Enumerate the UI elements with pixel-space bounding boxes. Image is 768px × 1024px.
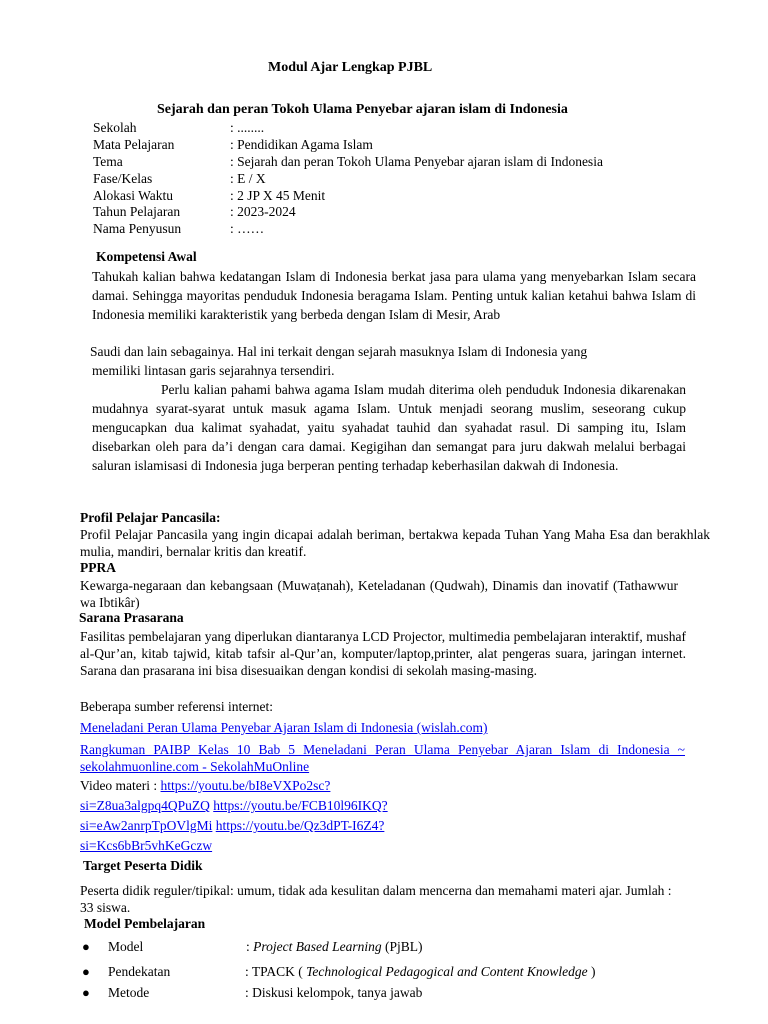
- sarana-heading: Sarana Prasarana: [79, 610, 184, 625]
- info-label: Tahun Pelajaran: [93, 204, 181, 219]
- reference-link-rangkuman[interactable]: Rangkuman PAIBP Kelas 10 Bab 5 Meneladani Peran Ulama Penyebar Ajaran Islam di Indonesia ~: [80, 742, 685, 757]
- info-value: : E / X: [230, 171, 266, 186]
- info-label: Alokasi Waktu: [93, 188, 174, 203]
- info-value: : Pendidikan Agama Islam: [230, 137, 373, 152]
- target-text: Peserta didik reguler/tipikal: umum, tidak ada kesulitan dalam mencerna dan memahami materi ajar. Jumlah : 33 siswa.: [80, 883, 672, 915]
- kompetensi-paragraph-2-line-2: memiliki lintasan garis sejarahnya tersendiri.: [92, 363, 335, 378]
- info-value: : 2 JP X 45 Menit: [230, 188, 326, 203]
- info-label: Fase/Kelas: [93, 171, 153, 186]
- video-link-1-cont[interactable]: si=Z8ua3algpq4QPuZQ: [80, 798, 210, 813]
- reference-intro: Beberapa sumber referensi internet:: [80, 699, 274, 714]
- info-label: Sekolah: [93, 120, 137, 135]
- model-item-label: Model: [108, 939, 144, 954]
- video-link-1[interactable]: https://youtu.be/bI8eVXPo2sc?: [160, 778, 331, 793]
- model-heading: Model Pembelajaran: [84, 916, 206, 931]
- document-subtitle: Sejarah dan peran Tokoh Ulama Penyebar ajaran islam di Indonesia: [157, 102, 568, 117]
- video-link-2[interactable]: https://youtu.be/FCB10l96IKQ?: [213, 798, 388, 813]
- video-link-3[interactable]: https://youtu.be/Qz3dPT-I6Z4?: [215, 818, 385, 833]
- model-item-value: : Diskusi kelompok, tanya jawab: [245, 985, 423, 1000]
- ppra-heading: PPRA: [80, 560, 116, 575]
- kompetensi-heading: Kompetensi Awal: [96, 249, 197, 264]
- info-label: Nama Penyusun: [93, 221, 182, 236]
- bullet-icon: ●: [82, 964, 90, 979]
- reference-link-wislah[interactable]: Meneladani Peran Ulama Penyebar Ajaran Islam di Indonesia (wislah.com): [80, 720, 488, 735]
- info-label: Tema: [93, 154, 123, 169]
- profil-heading: Profil Pelajar Pancasila:: [80, 510, 221, 525]
- target-heading: Target Peserta Didik: [83, 858, 203, 873]
- video-link-3-cont[interactable]: si=Kcs6bBr5vhKeGczw: [80, 838, 213, 853]
- profil-text: Profil Pelajar Pancasila yang ingin dicapai adalah beriman, bertakwa kepada Tuhan Yang Maha Esa dan berakhlak mulia, mandiri, bernalar kritis dan kreatif.: [80, 527, 710, 559]
- reference-link-sekolahmuonline[interactable]: sekolahmuonline.com - SekolahMuOnline: [80, 759, 310, 774]
- info-value: : ……: [230, 221, 265, 236]
- kompetensi-paragraph-2-line-1: Saudi dan lain sebagainya. Hal ini terkait dengan sejarah masuknya Islam di Indonesia yang: [90, 344, 588, 359]
- info-label: Mata Pelajaran: [93, 137, 175, 152]
- document-title: Modul Ajar Lengkap PJBL: [268, 60, 433, 75]
- video-row-4: [80, 838, 212, 854]
- model-item-value: : TPACK ( Technological Pedagogical and Content Knowledge ): [245, 964, 596, 979]
- sarana-text: Fasilitas pembelajaran yang diperlukan diantaranya LCD Projector, multimedia pembelajaran interaktif, mushaf al-Qur’an, kitab tajwid, kitab tafsir al-Qur’an, komputer/laptop,printer, alat pengeras suara, jaringan internet. Sarana dan prasarana ini bisa disesuaikan dengan kondisi di sekolah masing-masing.: [80, 629, 686, 678]
- kompetensi-paragraph-1: Tahukah kalian bahwa kedatangan Islam di Indonesia berkat jasa para ulama yang menyebarkan Islam secara damai. Sehingga mayoritas penduduk Indonesia beragama Islam. Penting untuk kalian ketahui bahwa Islam di Indonesia memiliki karakteristik yang berbeda dengan Islam di Mesir, Arab: [92, 269, 696, 322]
- video-row-3: [80, 818, 384, 834]
- video-label: Video materi :: [80, 778, 161, 793]
- model-item-value: : Project Based Learning (PjBL): [246, 939, 423, 954]
- model-item-label: Pendekatan: [108, 964, 171, 979]
- video-row-1: [80, 778, 330, 794]
- info-value: : Sejarah dan peran Tokoh Ulama Penyebar ajaran islam di Indonesia: [230, 154, 603, 169]
- model-item-label: Metode: [108, 985, 150, 1000]
- info-value: : 2023-2024: [230, 204, 296, 219]
- kompetensi-paragraph-3: Perlu kalian pahami bahwa agama Islam mudah diterima oleh penduduk Indonesia dikarenakan mudahnya syarat-syarat untuk masuk agama Islam. Untuk menjadi seorang muslim, seseorang cukup mengucapkan dua kalimat syahadat, yaitu syahadat tauhid dan syahadat rasul. Di samping itu, Islam disebarkan oleh para da’i dengan cara damai. Kegigihan dan semangat para juru dakwah melalui berbagai saluran islamisasi di Indonesia juga berperan penting terhadap keberhasilan dakwah di Indonesia.: [92, 382, 686, 473]
- bullet-icon: ●: [82, 939, 90, 954]
- info-value: : ........: [230, 120, 265, 135]
- ppra-text: Kewarga-negaraan dan kebangsaan (Muwaṭanah), Keteladanan (Qudwah), Dinamis dan inovatif (Tathawwur wa Ibtikâr): [80, 578, 678, 610]
- video-row-2: [80, 798, 388, 814]
- bullet-icon: ●: [82, 985, 90, 1000]
- video-link-2-cont[interactable]: si=eAw2anrpTpOVlgMi: [80, 818, 213, 833]
- reference-link-sekolahmu: [80, 741, 685, 775]
